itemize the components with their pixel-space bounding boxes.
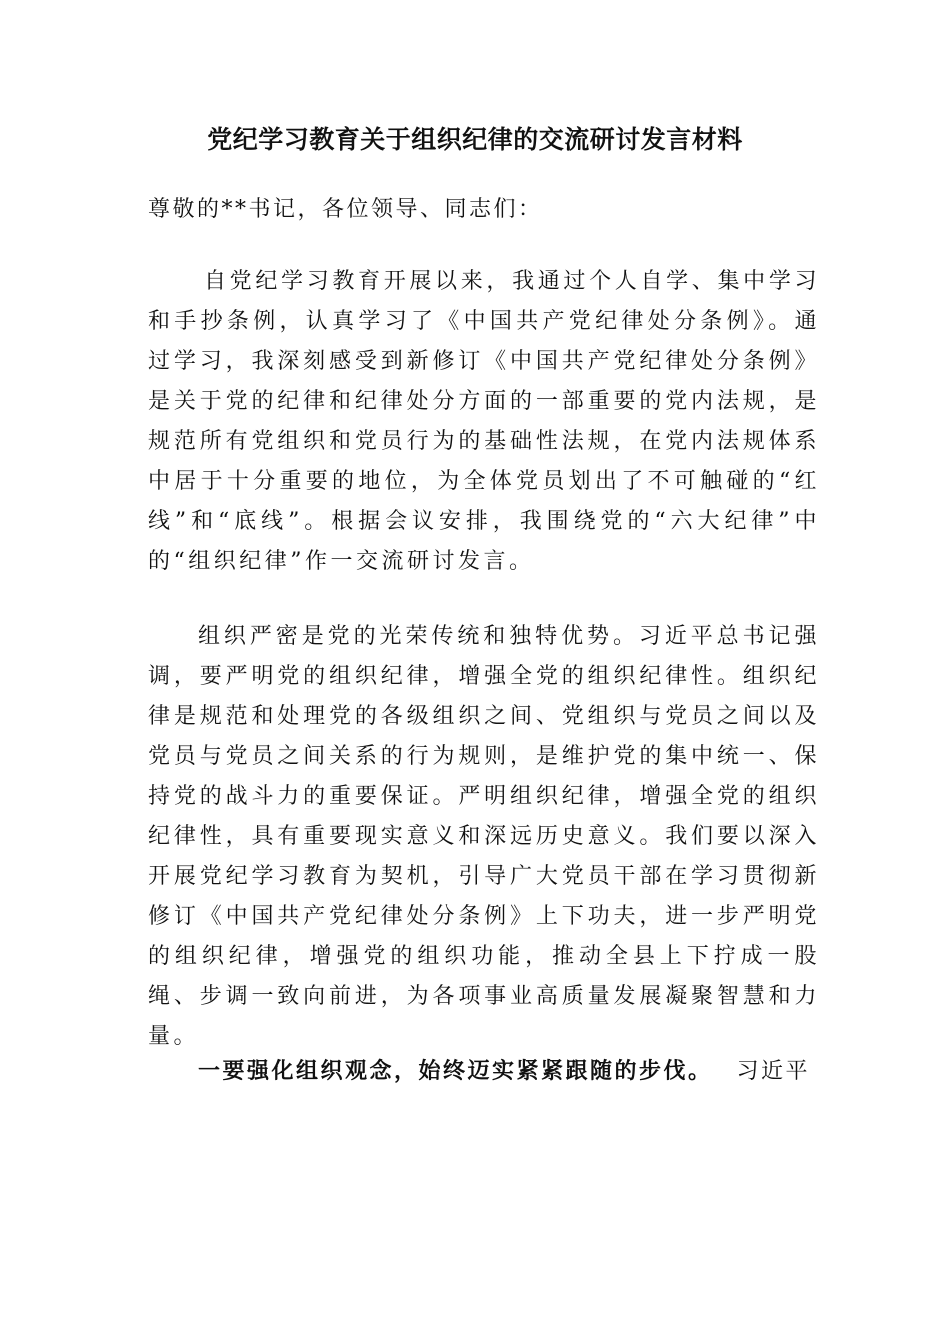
section-heading xyxy=(198,1052,818,1092)
section-heading-continuation: 习近平 xyxy=(736,1059,811,1084)
section-heading-bold: 一要强化组织观念，始终迈实紧紧跟随的步伐。 xyxy=(198,1059,713,1084)
paragraph-2: 组织严密是党的光荣传统和独特优势。习近平总书记强调，要严明党的组织纪律，增强全党的组织纪律性。组织纪律是规范和处理党的各级组织之间、党组织与党员之间以及党员与党员之间关系的行为规则，是维护党的集中统一、保持党的战斗力的重要保证。严明组织纪律，增强全党的组织纪律性，具有重要现实意义和深远历史意义。我们要以深入开展党纪学习教育为契机，引导广大党员干部在学习贯彻新修订《中国共产党纪律处分条例》上下功夫，进一步严明党的组织纪律，增强党的组织功能，推动全县上下拧成一股绳、步调一致向前进，为各项事业高质量发展凝聚智慧和力量。 xyxy=(148,624,820,1049)
salutation: 尊敬的**书记，各位领导、同志们： xyxy=(148,197,543,222)
paragraph-1: 自党纪学习教育开展以来，我通过个人自学、集中学习和手抄条例，认真学习了《中国共产党纪律处分条例》。通过学习，我深刻感受到新修订《中国共产党纪律处分条例》是关于党的纪律和纪律处分方面的一部重要的党内法规，是规范所有党组织和党员行为的基础性法规，在党内法规体系中居于十分重要的地位，为全体党员划出了不可触碰的“红线”和“底线”。根据会议安排，我围绕党的“六大纪律”中的“组织纪律”作一交流研讨发言。 xyxy=(148,269,820,574)
document-title: 党纪学习教育关于组织纪律的交流研讨发言材料 xyxy=(207,125,743,154)
